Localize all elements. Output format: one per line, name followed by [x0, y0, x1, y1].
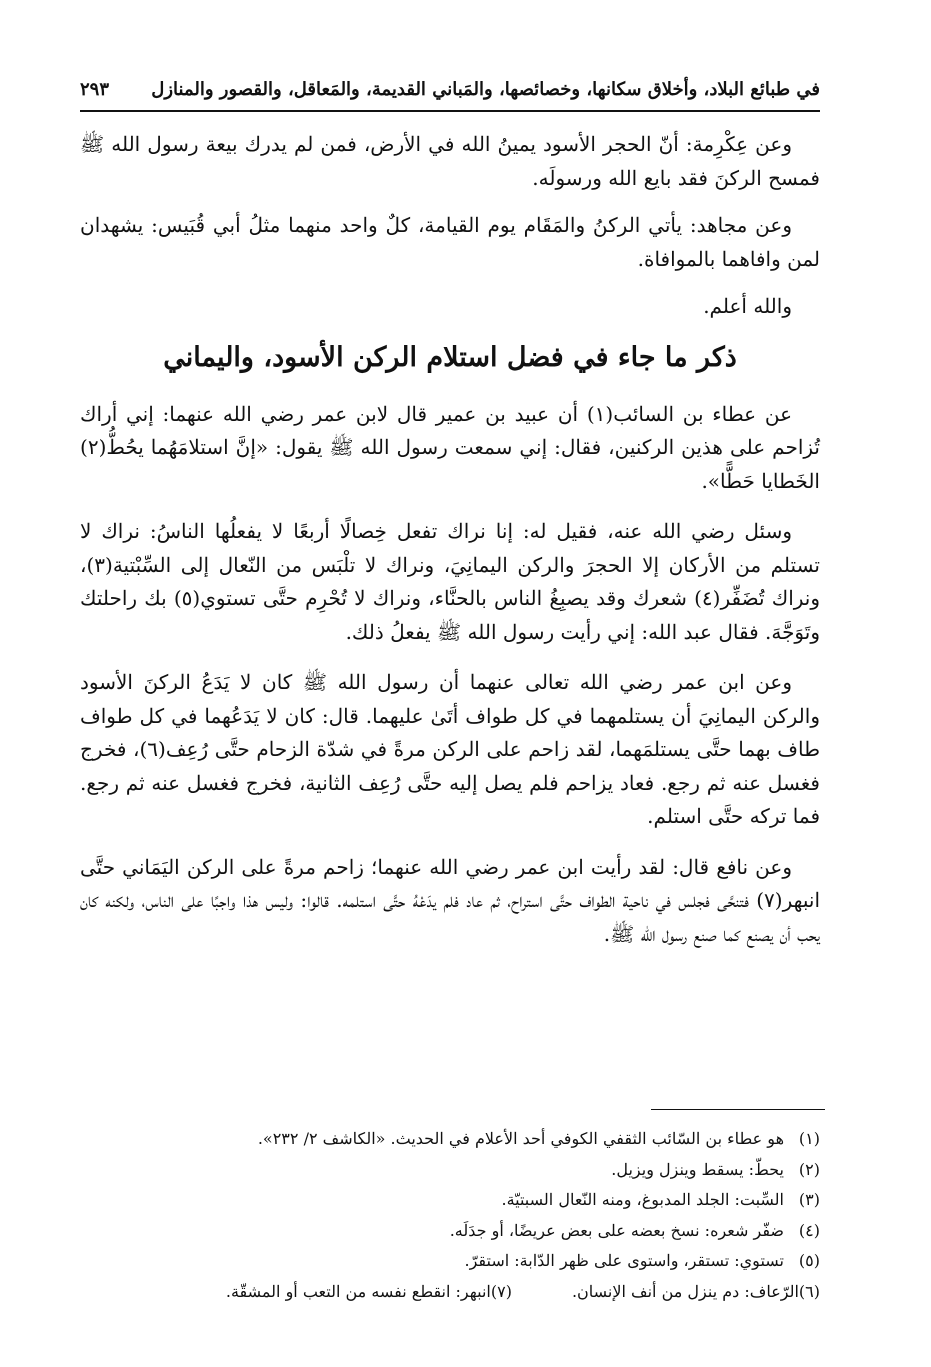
paragraph: عن عطاء بن السائب(١) أن عبيد بن عمير قال لابن عمر رضي الله عنهما: إني أراك تُزاحم على هذين الركنين، فقال: إني سمعت رسول الله ﷺ يقول: «إنَّ استلامَهُما يحُطُّ(٢) الخَطايا حَطًّا».: [80, 401, 820, 493]
footnote: [226, 1277, 512, 1308]
footnote-number: (١): [798, 1129, 820, 1148]
footnote-number: (٣): [798, 1190, 820, 1209]
footnote-number: (٧): [490, 1281, 512, 1301]
section-heading: ذكر ما جاء في فضل استلام الركن الأسود، واليماني: [163, 341, 737, 373]
footnote-divider: [651, 1109, 825, 1110]
footnote-number: (٢): [798, 1159, 820, 1179]
footnote-text: ضفّر شعره: نسخ بعضه على بعض عريضًا، أو جدَلَه.: [449, 1220, 784, 1240]
footnote: [80, 1185, 820, 1216]
footnote: [80, 1124, 820, 1155]
footnote: [80, 1216, 820, 1247]
paragraph: وعن عِكْرِمة: أنّ الحجر الأسود يمينُ الله في الأرض، فمن لم يدرك بيعة رسول الله ﷺ فمسح الركنَ فقد بايع الله ورسولَه.: [80, 132, 820, 190]
main-text: [80, 128, 820, 968]
footnotes: [80, 1124, 820, 1307]
footnote-text: يحطّ: يسقط وينزل ويزيل.: [611, 1159, 784, 1179]
footnote-text: انبهر: انقطع نفسه من التعب أو المشقّة.: [225, 1281, 491, 1301]
page-number: ٢٩٣: [80, 79, 110, 100]
running-header: [80, 70, 820, 112]
footnote-text: هو عطاء بن السّائب الثقفي الكوفي أحد الأعلام في الحديث. «الكاشف ٢/ ٢٣٢».: [257, 1129, 784, 1148]
footnote-number: (٤): [798, 1220, 820, 1240]
footnote-number: (٥): [798, 1251, 820, 1270]
paragraph: وسئل رضي الله عنه، فقيل له: إنا نراك تفعل خِصالًا أربعًا لا يفعلُها الناسُ: نراك لا تستلم من الأركان إلا الحجرَ والركن اليمانِيَ، ونراك لا تلْبَس من النّعال إلى السِّبْتية(٣)، ونراك تُضَفِّر(٤) شعرك وقد يصبِغُ الناس بالحنَّاء، ونراك لا تُحْرِم حتَّى تستوي(٥) بك راحلتك وتَوَجَّهَ. فقال عبد الله: إني رأيت رسول الله ﷺ يفعلُ ذلك.: [80, 519, 821, 644]
paragraph: وعن مجاهد: يأتي الركنُ والمَقَام يوم القيامة، كلٌ واحد منهما مثلُ أبي قُبَيس: يشهدان لمن وافاهما بالموافاة.: [80, 213, 820, 271]
footnote: [572, 1277, 820, 1308]
footnote-text: السِّبت: الجلد المدبوغ، ومنه النّعال السبتيّة.: [501, 1190, 784, 1209]
footnote-text: الرّعاف: دم ينزل من أنف الإنسان.: [571, 1281, 799, 1301]
paragraph: والله أعلم.: [703, 294, 792, 318]
footnote-text: تستوي: تستقر، واستوى على ظهر الدّابة: استقرّ.: [464, 1251, 784, 1270]
paragraph: وعن ابن عمر رضي الله تعالى عنهما أن رسول الله ﷺ كان لا يَدَعُ الركنَ الأسود والركن اليمانِيَ أن يستلمهما في كل طواف أتَىٰ عليهما. قال: كان لا يَدَعُهما في كل طواف طاف بهما حتَّى يستلمَهما، لقد زاحم على الركن مرةً في شدّة الزحام حتَّى رُعِف(٦)، فخرج فغسل عنه ثم رجع. فعاد يزاحم فلم يصل إليه حتَّى رُعِف الثانية، فخرج فغسل عنه ثم رجع. فما تركه حتَّى استلم.: [80, 670, 820, 828]
footnote: [80, 1246, 820, 1277]
paragraph: وعن نافع قال: لقد رأيت ابن عمر رضي الله عنهما؛ زاحم مرةً على الركن اليَمَاني حتَّى انبهر(٧) فتنحَّى فجلس في ناحية الطواف حتَّى استراح، ثم عاد فلم يدَعْهُ حتَّى استلمه. قالوا: وليس هذا واجبًا على الناس، ولكنه كان يحب أن يصنع كما صنع رسول الله ﷺ.: [80, 854, 820, 946]
footnote-pair: [80, 1277, 820, 1308]
footnote-number: (٦): [798, 1281, 820, 1301]
header-title: في طبائع البلاد، وأخلاق سكانها، وخصائصها، والمَباني القديمة، والمَعاقل، والقصور والمنازل: [151, 79, 820, 100]
footnote: [80, 1155, 820, 1186]
